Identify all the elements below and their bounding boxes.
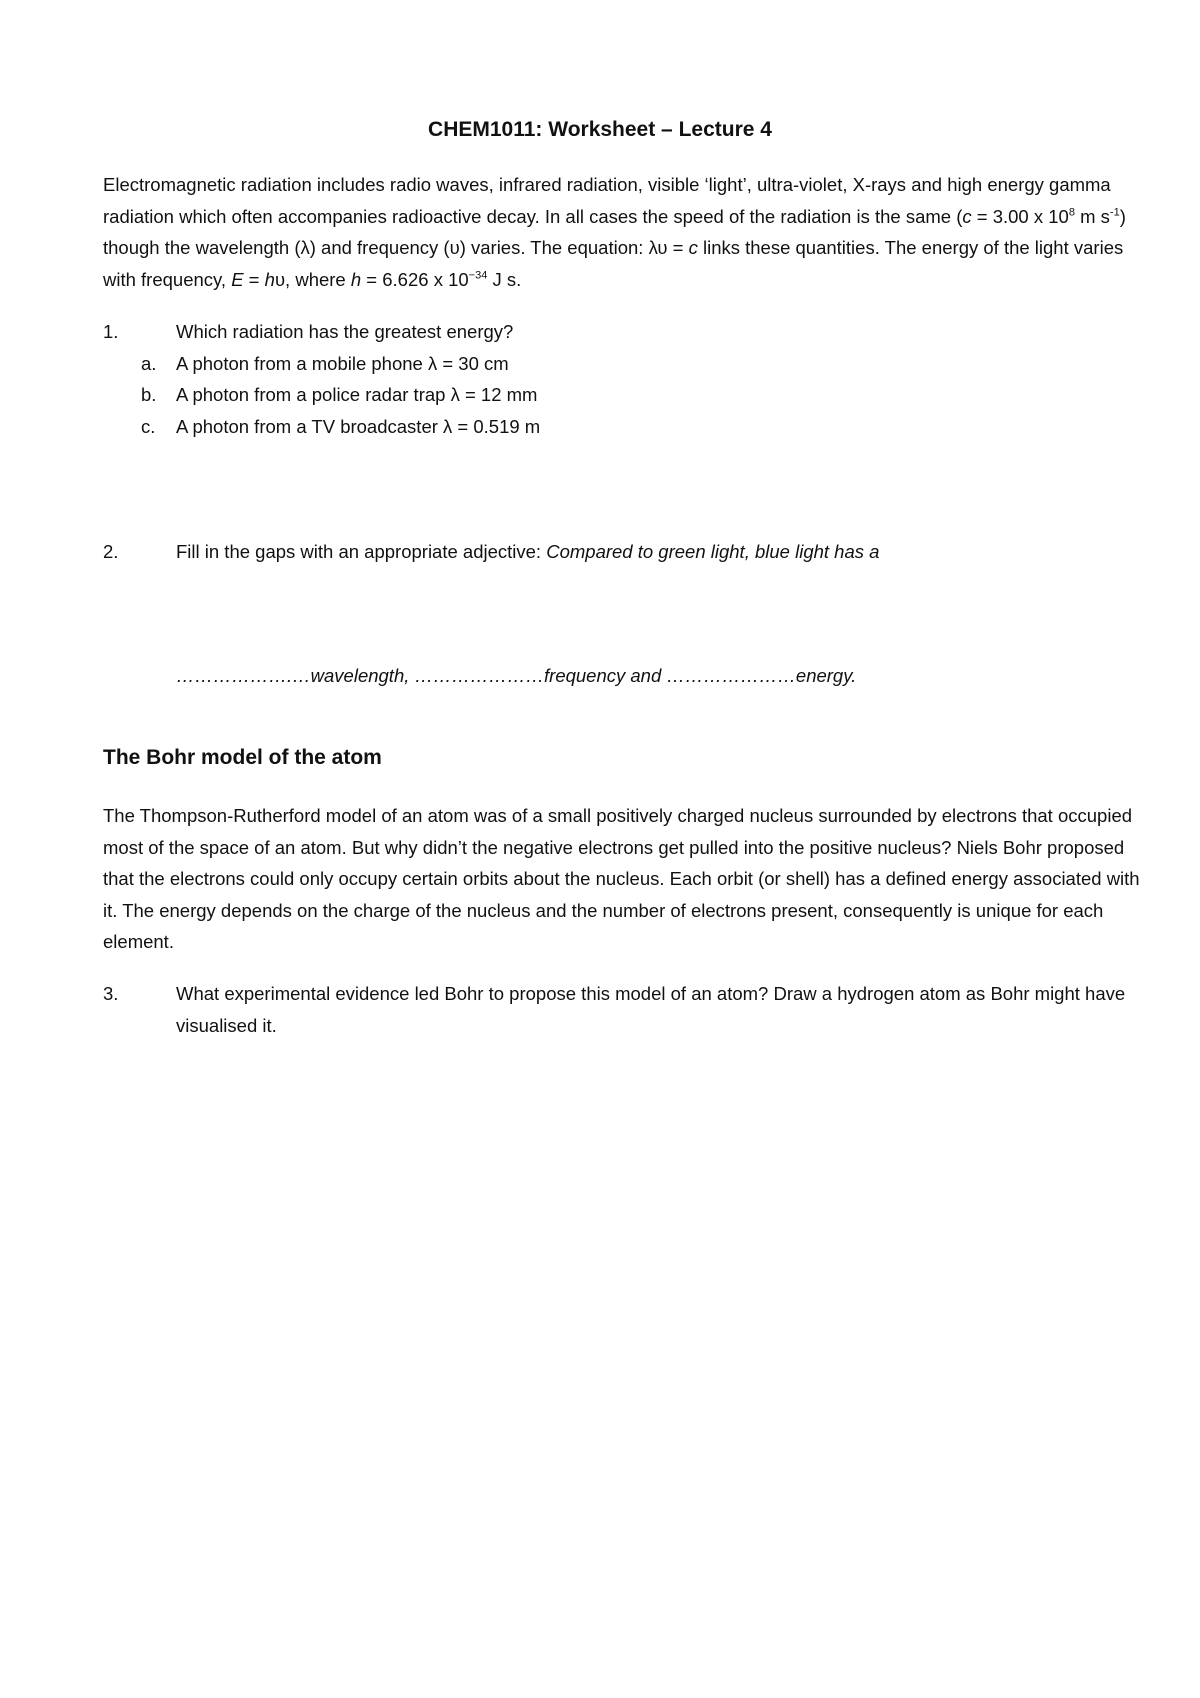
question-text: What experimental evidence led Bohr to propose this model of an atom? Draw a hydrogen atom as Bohr might have visualised it.: [176, 983, 1126, 1036]
intro-text-2: = 3.00 x 10: [971, 205, 1069, 227]
bohr-paragraph: The Thompson-Rutherford model of an atom was of a small positively charged nucleus surrounded by electrons that occupied most of the space of an atom. But why didn’t the negative electrons get pulled into the positive nucleus? Niels Bohr proposed that the electrons could only occupy certain orbits about the nucleus. Each orbit (or shell) has a defined energy associated with it. The energy depends on the charge of the nucleus and the number of electrons present, consequently is unique for each element.: [103, 805, 1140, 952]
exponent-neg34: −34: [468, 268, 488, 281]
option-a: [103, 348, 1003, 380]
section-heading: The Bohr model of the atom: [103, 746, 382, 769]
intro-text-5: links these quantities. The energy of the light varies with frequency,: [103, 237, 1124, 290]
question-number: 1.: [103, 321, 119, 342]
intro-paragraph: [103, 169, 1143, 295]
exponent-8: 8: [1068, 205, 1075, 218]
intro-text-3: m s: [1074, 205, 1110, 227]
intro-text-6: =: [243, 268, 265, 290]
energy-symbol: E: [231, 268, 244, 290]
option-letter: c.: [141, 415, 156, 437]
intro-text-1: Electromagnetic radiation includes radio waves, infrared radiation, visible ‘light’, ultra-violet, X-rays and high energy gamma radiation which often accompanies radioactive decay. In all cases the speed of the radiation is the same (: [103, 174, 1111, 227]
question-number: 2.: [103, 541, 119, 562]
question-number: 3.: [103, 983, 119, 1004]
option-b: [103, 379, 1003, 411]
planck-symbol-2: h: [350, 268, 362, 290]
speed-of-light-symbol-2: c: [688, 237, 698, 258]
fill-in-blanks-line: ……………….…wavelength, …………………frequency and …………………energy.: [176, 665, 857, 686]
option-text: A photon from a TV broadcaster λ = 0.519 m: [176, 415, 541, 437]
option-text: A photon from a police radar trap λ = 12 mm: [176, 384, 538, 405]
option-text: A photon from a mobile phone λ = 30 cm: [176, 352, 509, 374]
exponent-neg1: -1: [1109, 205, 1120, 218]
intro-text-9: J s.: [487, 268, 522, 290]
intro-text-4: ) though the wavelength (λ) and frequency (υ) varies. The equation: λυ =: [103, 205, 1126, 258]
intro-text-7: υ, where: [274, 268, 351, 290]
page-title: CHEM1011: Worksheet – Lecture 4: [428, 118, 772, 141]
option-c: [103, 411, 1003, 443]
planck-symbol: h: [264, 268, 275, 290]
question-text: Which radiation has the greatest energy?: [176, 321, 514, 342]
option-letter: b.: [141, 384, 157, 405]
option-letter: a.: [141, 352, 157, 374]
speed-of-light-symbol: c: [962, 205, 972, 227]
intro-text-8: = 6.626 x 10: [361, 268, 469, 290]
question-text: Fill in the gaps with an appropriate adjective:: [176, 541, 547, 562]
answer-options: [103, 348, 1003, 443]
question-italic-text: Compared to green light, blue light has a: [546, 541, 880, 562]
